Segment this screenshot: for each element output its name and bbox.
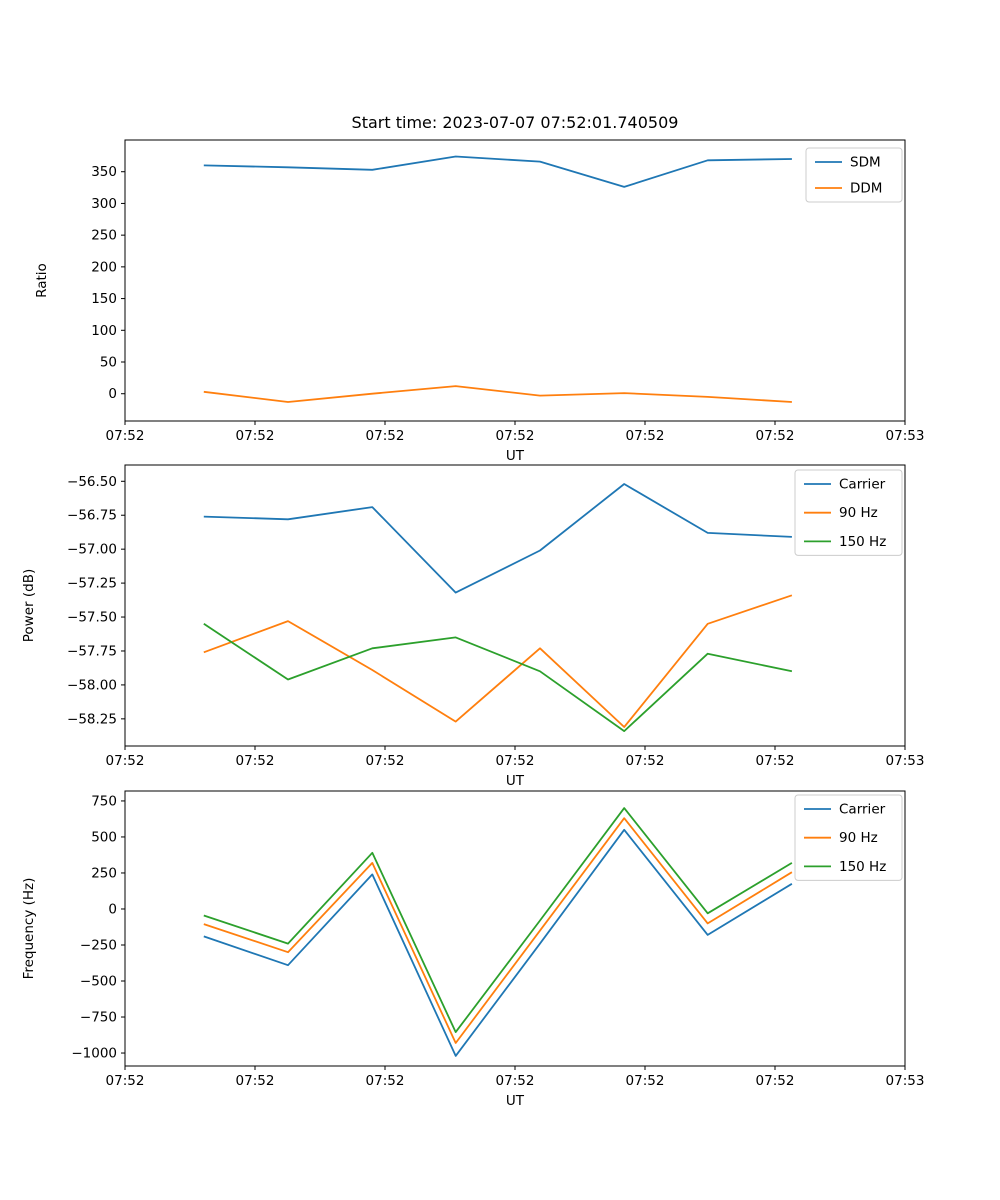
y-tick-label: 0 — [108, 901, 117, 918]
x-axis-label: UT — [505, 1093, 525, 1109]
legend — [795, 795, 902, 880]
x-axis-label: UT — [505, 448, 525, 464]
y-tick-label: −57.25 — [67, 575, 117, 592]
x-tick-label: 07:52 — [625, 1073, 665, 1089]
legend-label-150-hz: 150 Hz — [839, 858, 887, 875]
y-tick-label: 500 — [91, 829, 117, 846]
legend-label-150-hz: 150 Hz — [839, 533, 887, 550]
x-tick-label: 07:52 — [105, 753, 145, 769]
y-tick-label: 0 — [108, 386, 117, 403]
y-tick-label: −57.00 — [67, 541, 117, 558]
x-tick-label: 07:52 — [755, 753, 795, 769]
x-tick-label: 07:52 — [755, 1073, 795, 1089]
legend-label-sdm: SDM — [850, 154, 881, 171]
x-tick-label: 07:52 — [365, 753, 405, 769]
x-tick-label: 07:53 — [885, 1073, 925, 1089]
legend-label-90-hz: 90 Hz — [839, 505, 878, 522]
y-tick-label: 200 — [91, 259, 117, 276]
y-tick-label: −1000 — [71, 1045, 117, 1062]
y-tick-label: 50 — [99, 354, 117, 371]
chart-3 — [21, 791, 924, 1109]
legend-label-carrier: Carrier — [839, 476, 886, 493]
y-tick-label: 100 — [91, 322, 117, 339]
x-tick-label: 07:52 — [625, 428, 665, 444]
x-tick-label: 07:52 — [625, 753, 665, 769]
series-line-sdm — [204, 157, 792, 187]
series-line-150-hz — [204, 624, 792, 731]
y-tick-label: −56.75 — [67, 507, 117, 524]
legend-label-ddm: DDM — [850, 180, 883, 197]
y-tick-label: 300 — [91, 195, 117, 212]
x-tick-label: 07:52 — [365, 428, 405, 444]
x-tick-label: 07:52 — [235, 1073, 275, 1089]
y-tick-label: −57.50 — [67, 609, 117, 626]
y-tick-label: −58.00 — [67, 677, 117, 694]
x-tick-label: 07:52 — [105, 428, 145, 444]
y-tick-label: 750 — [91, 793, 117, 810]
y-tick-label: 150 — [91, 291, 117, 308]
y-tick-label: −57.75 — [67, 643, 117, 660]
y-tick-label: 250 — [91, 865, 117, 882]
x-tick-label: 07:52 — [495, 753, 535, 769]
plot-box — [125, 465, 905, 746]
x-tick-label: 07:52 — [755, 428, 795, 444]
y-axis-label: Frequency (Hz) — [21, 877, 37, 980]
y-axis-label: Power (dB) — [21, 568, 37, 643]
legend — [795, 470, 902, 555]
x-tick-label: 07:53 — [885, 753, 925, 769]
chart-2 — [21, 465, 924, 789]
chart-1 — [34, 140, 924, 464]
y-tick-label: 250 — [91, 227, 117, 244]
y-tick-label: −750 — [79, 1009, 117, 1026]
figure-title: Start time: 2023-07-07 07:52:01.740509 — [351, 113, 679, 132]
x-tick-label: 07:52 — [235, 753, 275, 769]
x-tick-label: 07:53 — [885, 428, 925, 444]
y-tick-label: −250 — [79, 937, 117, 954]
series-line-carrier — [204, 484, 792, 593]
y-axis-label: Ratio — [34, 263, 50, 298]
series-line-carrier — [204, 830, 792, 1056]
series-line-ddm — [204, 386, 792, 402]
y-tick-label: −56.50 — [67, 473, 117, 490]
x-tick-label: 07:52 — [495, 428, 535, 444]
x-tick-label: 07:52 — [495, 1073, 535, 1089]
x-tick-label: 07:52 — [235, 428, 275, 444]
x-tick-label: 07:52 — [105, 1073, 145, 1089]
y-tick-label: −500 — [79, 973, 117, 990]
y-tick-label: −58.25 — [67, 711, 117, 728]
plot-box — [125, 140, 905, 421]
x-tick-label: 07:52 — [365, 1073, 405, 1089]
series-line-90-hz — [204, 595, 792, 727]
y-tick-label: 350 — [91, 164, 117, 181]
legend — [806, 148, 902, 202]
x-axis-label: UT — [505, 773, 525, 789]
legend-label-90-hz: 90 Hz — [839, 830, 878, 847]
legend-label-carrier: Carrier — [839, 801, 886, 818]
